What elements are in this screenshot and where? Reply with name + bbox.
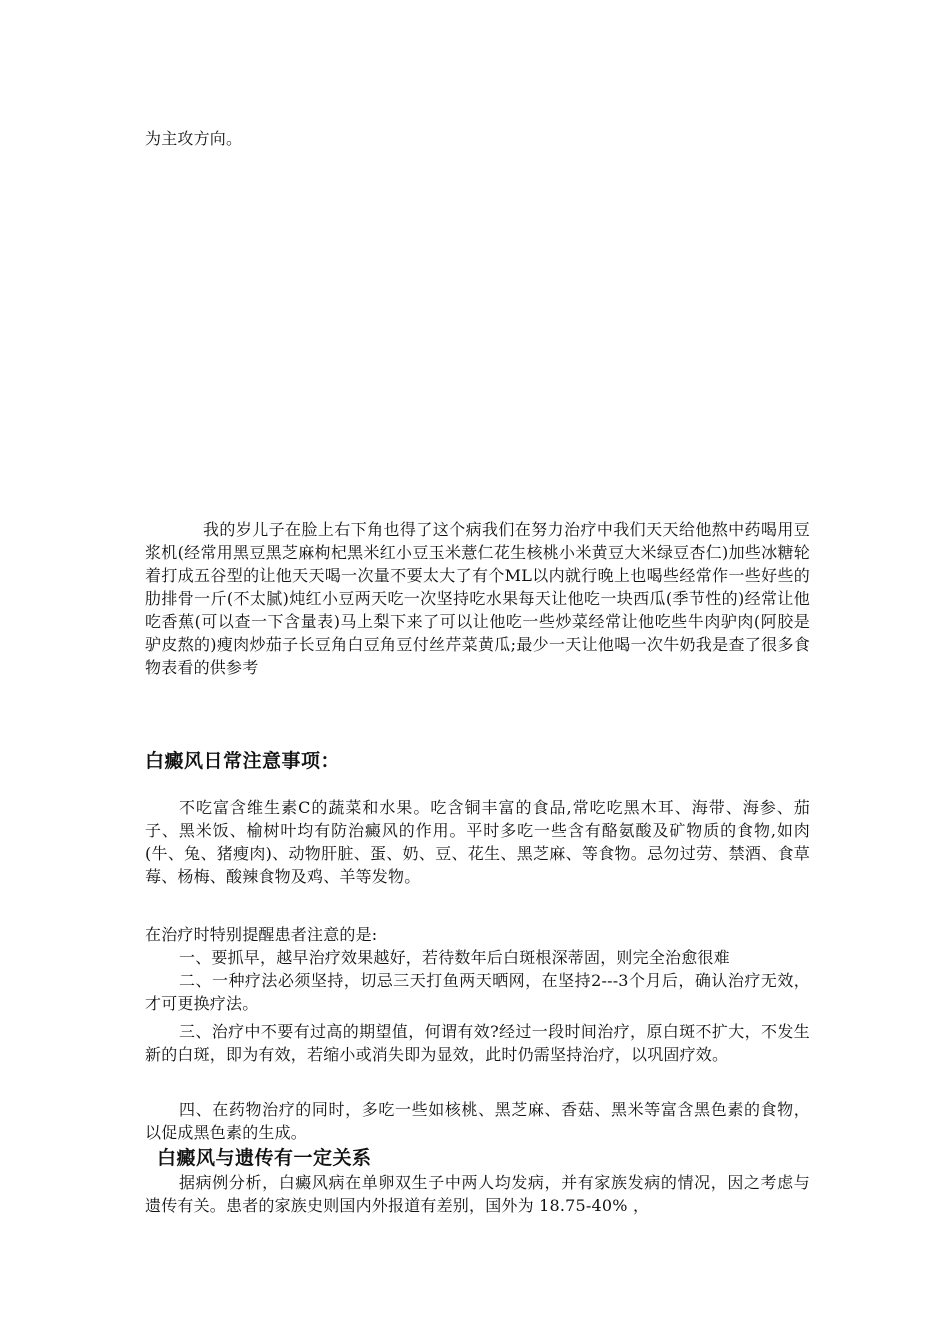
section-heading-heredity: 白癜风与遗传有一定关系 bbox=[157, 1147, 372, 1169]
daily-notes-paragraph: 不吃富含维生素C的蔬菜和水果。吃含铜丰富的食品,常吃吃黑木耳、海带、海参、茄子、黑米饭、榆树叶均有防治癜风的作用。平时多吃一些含有酪氨酸及矿物质的食物,如肉(牛、兔、猪瘦肉)、动物肝脏、蛋、奶、豆、花生、黑芝麻、等食物。忌勿过劳、禁酒、食草莓、杨梅、酸辣食物及鸡、羊等发物。 bbox=[145, 798, 810, 886]
story-paragraph: 我的岁儿子在脸上右下角也得了这个病我们在努力治疗中我们天天给他熬中药喝用豆浆机(经常用黑豆黑芝麻枸杞黑米红小豆玉米薏仁花生核桃小米黄豆大米绿豆杏仁)加些冰糖轮着打成五谷型的让他天天喝一次量不要太大了有个ML以内就行晚上也喝些经常作一些好些的肋排骨一斤(不太腻)炖红小豆两天吃一次坚持吃水果每天让他吃一块西瓜(季节性的)经常让他吃香蕉(可以查一下含量表)马上梨下来了可以让他吃一些炒菜经常让他吃些牛肉驴肉(阿胶是驴皮熬的)瘦肉炒茄子长豆角白豆角豆付丝芹菜黄瓜;最少一天让他喝一次牛奶我是查了很多食物表看的供参考 bbox=[145, 520, 810, 677]
treatment-point-4: 四、在药物治疗的同时，多吃一些如核桃、黑芝麻、香菇、黑米等富含黑色素的食物，以促成黑色素的生成。 bbox=[145, 1100, 810, 1142]
section-heading-daily-notes: 白癜风日常注意事项： bbox=[145, 750, 341, 772]
reminder-intro: 在治疗时特别提醒患者注意的是: bbox=[145, 925, 378, 944]
heredity-paragraph: 据病例分析，白癜风病在单卵双生子中两人均发病，并有家族发病的情况，因之考虑与遗传有关。患者的家族史则国内外报道有差别，国外为 18.75-40% ， bbox=[145, 1173, 810, 1215]
treatment-point-1: 一、要抓早，越早治疗效果越好，若待数年后白斑根深蒂固，则完全治愈很难 bbox=[179, 948, 730, 967]
treatment-point-2: 二、一种疗法必须坚持，切忌三天打鱼两天晒网，在坚持2---3个月后，确认治疗无效，才可更换疗法。 bbox=[145, 971, 810, 1013]
intro-line: 为主攻方向。 bbox=[145, 129, 243, 148]
treatment-point-3: 三、治疗中不要有过高的期望值，何谓有效?经过一段时间治疗，原白斑不扩大，不发生新的白斑，即为有效，若缩小或消失即为显效，此时仍需坚持治疗，以巩固疗效。 bbox=[145, 1022, 810, 1064]
